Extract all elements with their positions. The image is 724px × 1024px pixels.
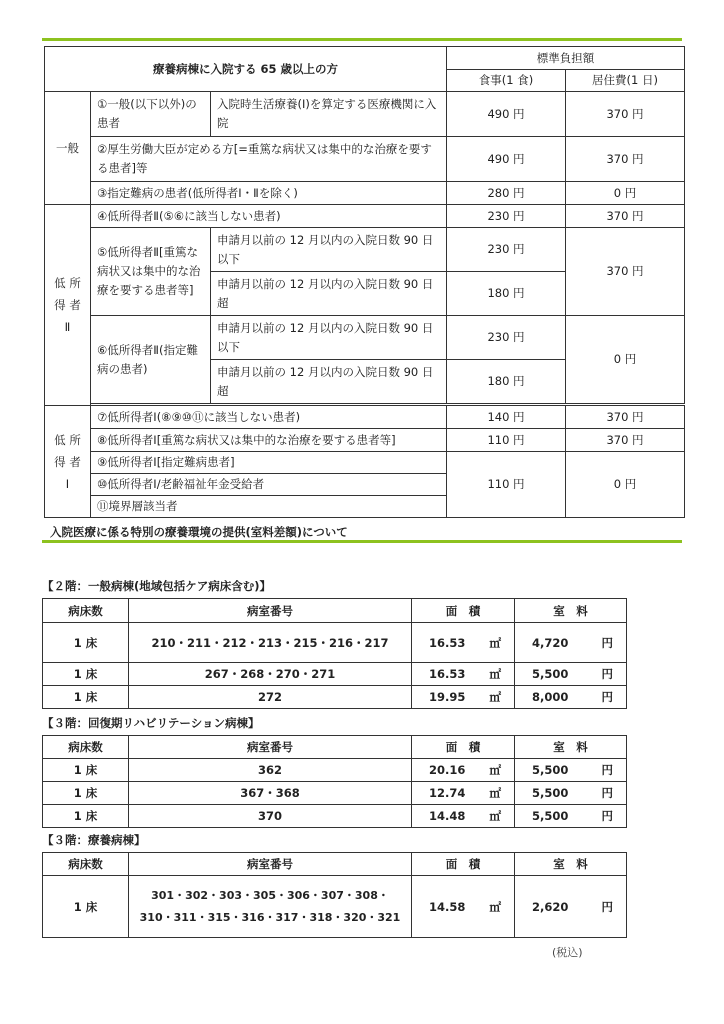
area-value: 19.95 <box>429 690 466 704</box>
floor3-care-table <box>42 852 627 938</box>
area-cell <box>412 805 515 828</box>
table-row <box>43 782 627 805</box>
sqm-unit: ㎡ <box>489 667 501 681</box>
rooms-cell <box>129 876 412 938</box>
area-cell <box>412 623 515 663</box>
top-green-rule <box>42 38 682 41</box>
r2-name: ②厚生労働大臣が定める方[=重篤な病状又は集中的な治療を要する患者]等 <box>91 137 447 182</box>
beds-cell: 1 床 <box>43 876 129 938</box>
yen-unit: 円 <box>601 667 613 681</box>
low2-label: 低 所 得 者 Ⅱ <box>45 205 91 406</box>
area-cell <box>412 686 515 709</box>
beds-cell: 1 床 <box>43 663 129 686</box>
r4-living: 370 円 <box>566 205 685 228</box>
r7-name: ⑦低所得者Ⅰ(⑧⑨⑩⑪に該当しない患者) <box>91 406 447 429</box>
r7-living: 370 円 <box>566 406 685 429</box>
table-row <box>43 876 627 938</box>
beds-header: 病床数 <box>43 736 129 759</box>
r9-11-living: 0 円 <box>566 452 685 518</box>
r9-name: ⑨低所得者Ⅰ[指定難病患者] <box>91 452 447 474</box>
r3-name: ③指定難病の患者(低所得者Ⅰ・Ⅱを除く) <box>91 182 447 205</box>
fee-header: 室 料 <box>515 853 627 876</box>
meal-header: 食事(1 食) <box>447 70 566 92</box>
r4-meal: 230 円 <box>447 205 566 228</box>
yen-unit: 円 <box>601 786 613 800</box>
r5b-meal: 180 円 <box>447 272 566 316</box>
fee-header: 室 料 <box>515 599 627 623</box>
r8-name: ⑧低所得者Ⅰ[重篤な病状又は集中的な治療を要する患者等] <box>91 429 447 452</box>
rooms-header: 病室番号 <box>129 599 412 623</box>
fee-cell <box>515 782 627 805</box>
beds-header: 病床数 <box>43 853 129 876</box>
r1-note: 入院時生活療養(Ⅰ)を算定する医療機関に入院 <box>211 92 447 137</box>
r6b-note: 申請月以前の 12 月以内の入院日数 90 日超 <box>211 360 447 404</box>
r8-meal: 110 円 <box>447 429 566 452</box>
r6-name: ⑥低所得者Ⅱ(指定難病の患者) <box>91 316 211 404</box>
area-cell <box>412 663 515 686</box>
fee-cell <box>515 805 627 828</box>
floor2-table <box>42 598 627 709</box>
floor3-rehab-table <box>42 735 627 828</box>
rooms-header: 病室番号 <box>129 853 412 876</box>
section-green-rule <box>42 540 682 543</box>
beds-cell: 1 床 <box>43 759 129 782</box>
floor3-care-title: 【３階：療養病棟】 <box>42 833 146 847</box>
r2-meal: 490 円 <box>447 137 566 182</box>
table-row <box>43 759 627 782</box>
area-header: 面 積 <box>412 853 515 876</box>
rooms-line-1: 301・302・303・305・306・307・308・ <box>151 888 389 902</box>
fee-cell <box>515 686 627 709</box>
fee-cell <box>515 663 627 686</box>
area-value: 14.48 <box>429 809 466 823</box>
sqm-unit: ㎡ <box>489 635 501 650</box>
area-cell <box>412 759 515 782</box>
sqm-unit: ㎡ <box>489 763 501 777</box>
r4-name: ④低所得者Ⅱ(⑤⑥に該当しない患者) <box>91 205 447 228</box>
area-header: 面 積 <box>412 736 515 759</box>
r1-meal: 490 円 <box>447 92 566 137</box>
tax-note: (税込) <box>552 946 583 959</box>
rooms-header: 病室番号 <box>129 736 412 759</box>
r6a-meal: 230 円 <box>447 316 566 360</box>
beds-cell: 1 床 <box>43 686 129 709</box>
r11-name: ⑪境界層該当者 <box>91 496 447 518</box>
yen-unit: 円 <box>601 899 613 914</box>
fee-value: 2,620 <box>532 899 569 914</box>
r5a-meal: 230 円 <box>447 228 566 272</box>
r8-living: 370 円 <box>566 429 685 452</box>
floor2-title: 【２階：一般病棟(地域包括ケア病床含む)】 <box>42 579 272 593</box>
table-row <box>43 623 627 663</box>
table-row <box>43 686 627 709</box>
fee-value: 5,500 <box>532 763 569 777</box>
r3-meal: 280 円 <box>447 182 566 205</box>
area-value: 16.53 <box>429 667 466 681</box>
fee-value: 8,000 <box>532 690 569 704</box>
r1-name: ①一般(以下以外)の患者 <box>91 92 211 137</box>
table-row <box>43 663 627 686</box>
fee-value: 4,720 <box>532 635 569 650</box>
fee-value: 5,500 <box>532 809 569 823</box>
r6b-meal: 180 円 <box>447 360 566 404</box>
r6-living: 0 円 <box>566 316 685 404</box>
rooms-cell: 367・368 <box>129 782 412 805</box>
r1-living: 370 円 <box>566 92 685 137</box>
table-row <box>43 805 627 828</box>
rooms-line-2: 310・311・315・316・317・318・320・321 <box>139 910 401 924</box>
fee-value: 5,500 <box>532 786 569 800</box>
r9-11-meal: 110 円 <box>447 452 566 518</box>
yen-unit: 円 <box>601 809 613 823</box>
r5a-note: 申請月以前の 12 月以内の入院日数 90 日以下 <box>211 228 447 272</box>
rooms-cell: 210・211・212・213・215・216・217 <box>129 623 412 663</box>
table-title: 療養病棟に入院する 65 歳以上の方 <box>45 47 447 92</box>
rooms-cell: 362 <box>129 759 412 782</box>
yen-unit: 円 <box>601 690 613 704</box>
beds-cell: 1 床 <box>43 623 129 663</box>
living-header: 居住費(1 日) <box>566 70 685 92</box>
yen-unit: 円 <box>601 763 613 777</box>
fee-value: 5,500 <box>532 667 569 681</box>
area-value: 14.58 <box>429 899 466 914</box>
fee-cell <box>515 623 627 663</box>
fee-cell <box>515 876 627 938</box>
r3-living: 0 円 <box>566 182 685 205</box>
sqm-unit: ㎡ <box>489 809 501 823</box>
fee-header: 室 料 <box>515 736 627 759</box>
sqm-unit: ㎡ <box>489 899 501 914</box>
area-header: 面 積 <box>412 599 515 623</box>
floor3-rehab-title: 【３階：回復期リハビリテーション病棟】 <box>42 716 260 730</box>
r5-living: 370 円 <box>566 228 685 316</box>
meal-cost-table <box>44 46 685 518</box>
beds-header: 病床数 <box>43 599 129 623</box>
yen-unit: 円 <box>601 635 613 650</box>
beds-cell: 1 床 <box>43 782 129 805</box>
area-value: 12.74 <box>429 786 466 800</box>
r2-living: 370 円 <box>566 137 685 182</box>
private-room-title: 入院医療に係る特別の療養環境の提供(室料差額)について <box>50 525 348 539</box>
area-cell <box>412 782 515 805</box>
rooms-cell: 272 <box>129 686 412 709</box>
beds-cell: 1 床 <box>43 805 129 828</box>
low1-label: 低 所 得 者 Ⅰ <box>45 406 91 518</box>
area-value: 16.53 <box>429 635 466 650</box>
r5b-note: 申請月以前の 12 月以内の入院日数 90 日超 <box>211 272 447 316</box>
fee-cell <box>515 759 627 782</box>
std-burden-header: 標準負担額 <box>447 47 685 70</box>
r6a-note: 申請月以前の 12 月以内の入院日数 90 日以下 <box>211 316 447 360</box>
sqm-unit: ㎡ <box>489 786 501 800</box>
rooms-cell: 267・268・270・271 <box>129 663 412 686</box>
rooms-cell: 370 <box>129 805 412 828</box>
sqm-unit: ㎡ <box>489 690 501 704</box>
area-cell <box>412 876 515 938</box>
r5-name: ⑤低所得者Ⅱ[重篤な病状又は集中的な治療を要する患者等] <box>91 228 211 316</box>
area-value: 20.16 <box>429 763 466 777</box>
r10-name: ⑩低所得者Ⅰ/老齢福祉年金受給者 <box>91 474 447 496</box>
ippan-label: 一般 <box>45 92 91 205</box>
r7-meal: 140 円 <box>447 406 566 429</box>
